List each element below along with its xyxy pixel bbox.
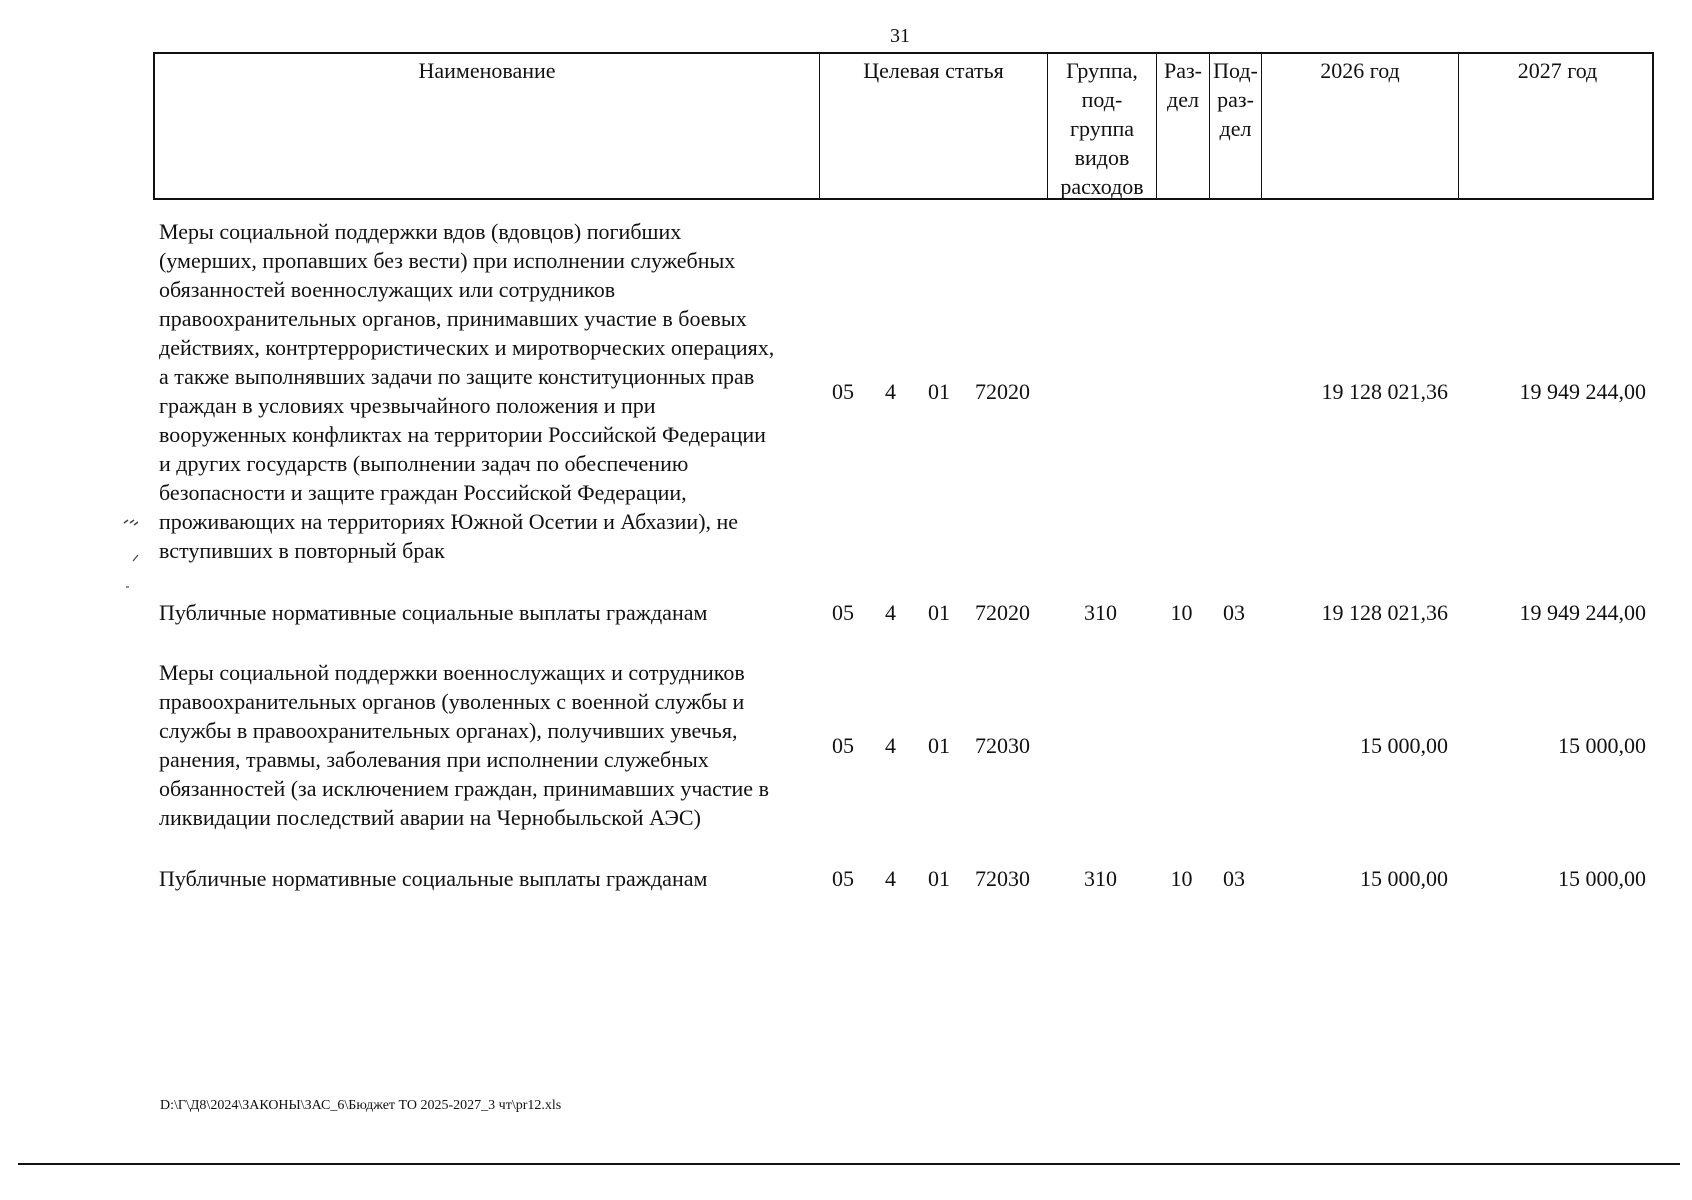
row-name-line: службы в правоохранительных органах), получивших увечья, [159, 718, 738, 743]
row-1-code-4: 72020 [975, 379, 1030, 404]
row-name-line: безопасности и защите граждан Российской Федерации, [159, 480, 687, 505]
header-podrazdel [1210, 54, 1262, 198]
row-name-line: правоохранительных органов, принимавших участие в боевых [159, 306, 747, 331]
scan-mark-icon [120, 515, 150, 595]
row-name-line: проживающих на территориях Южной Осетии и Абхазии), не [159, 509, 739, 534]
row-4-code-4: 72030 [975, 866, 1030, 891]
header-group-line: видов [1074, 145, 1130, 170]
header-group-line: группа [1069, 116, 1135, 141]
header-podrazdel-line: Под- [1213, 58, 1258, 83]
header-name-label: Наименование [418, 58, 556, 83]
row-name-line: действиях, контртеррористических и миротворческих операциях, [159, 335, 775, 360]
row-name-line: граждан в условиях чрезвычайного положения и при [159, 393, 656, 418]
row-2-amount-2026: 19 128 021,36 [1321, 600, 1448, 625]
row-3-code-2: 4 [885, 733, 896, 758]
row-2-podrazdel: 03 [1223, 600, 1245, 625]
bottom-rule [18, 1163, 1680, 1165]
row-3-code-4: 72030 [975, 733, 1030, 758]
row-2-code-2: 4 [885, 600, 896, 625]
row-3-code-1: 05 [832, 733, 854, 758]
row-name-line: обязанностей (за исключением граждан, принимавших участие в [159, 776, 769, 801]
row-name-line: ликвидации последствий аварии на Чернобыльской АЭС) [159, 805, 701, 830]
row-4-code-1: 05 [832, 866, 854, 891]
row-name-line: Меры социальной поддержки военнослужащих и сотрудников [159, 660, 745, 685]
row-name-line: (умерших, пропавших без вести) при исполнении служебных [159, 248, 736, 273]
row-4-name [159, 864, 824, 893]
header-group [1048, 54, 1157, 198]
row-2-amount-2027: 19 949 244,00 [1519, 600, 1646, 625]
header-target-article [820, 54, 1048, 198]
page-number: 31 [890, 25, 910, 47]
header-year-2027-label: 2027 год [1517, 58, 1598, 83]
header-year-2026-label: 2026 год [1320, 58, 1400, 83]
row-name-line: вступивших в повторный брак [159, 538, 445, 563]
row-2-code-3: 01 [928, 600, 950, 625]
row-2-group: 310 [1084, 600, 1117, 625]
header-razdel-line: дел [1167, 87, 1199, 112]
row-name-line: Публичные нормативные социальные выплаты гражданам [159, 600, 708, 625]
row-4-razdel: 10 [1170, 866, 1193, 891]
header-year-2026 [1262, 54, 1459, 198]
row-2-code-4: 72020 [975, 600, 1030, 625]
row-name-line: Меры социальной поддержки вдов (вдовцов) погибших [159, 219, 682, 244]
header-podrazdel-line: раз- [1217, 87, 1254, 112]
row-3-code-3: 01 [928, 733, 950, 758]
row-4-code-3: 01 [928, 866, 950, 891]
header-razdel [1157, 54, 1210, 198]
row-name-line: ранения, травмы, заболевания при исполнении служебных [159, 747, 709, 772]
header-target-article-label: Целевая статья [863, 58, 1004, 83]
header-podrazdel-line: дел [1219, 116, 1252, 141]
row-4-code-2: 4 [885, 866, 896, 891]
row-4-group: 310 [1084, 866, 1117, 891]
row-name-line: а также выполнявших задачи по защите конституционных прав [159, 364, 755, 389]
row-3-amount-2026: 15 000,00 [1360, 733, 1448, 758]
header-name [155, 54, 820, 198]
row-name-line: и других государств (выполнении задач по обеспечению [159, 451, 689, 476]
row-1-code-2: 4 [885, 379, 896, 404]
row-4-amount-2027: 15 000,00 [1558, 866, 1646, 891]
header-group-line: расходов [1060, 174, 1144, 199]
footer-file-path: D:\Г\Д8\2024\ЗАКОНЫ\ЗАС_6\Бюджет ТО 2025-2027_3 чт\pr12.xls [160, 1098, 562, 1113]
table-header [153, 52, 1654, 200]
row-3-name [159, 658, 824, 832]
header-year-2027 [1459, 54, 1656, 198]
row-4-podrazdel: 03 [1223, 866, 1245, 891]
row-2-name [159, 598, 824, 627]
row-name-line: Публичные нормативные социальные выплаты гражданам [159, 866, 708, 891]
row-1-amount-2026: 19 128 021,36 [1321, 379, 1448, 404]
header-group-line: Группа, [1066, 58, 1138, 83]
header-razdel-line: Раз- [1163, 58, 1203, 83]
row-1-name [159, 217, 824, 565]
row-1-code-1: 05 [832, 379, 854, 404]
row-4-amount-2026: 15 000,00 [1360, 866, 1448, 891]
row-name-line: вооруженных конфликтах на территории Российской Федерации [159, 422, 766, 447]
header-group-line: под- [1081, 87, 1123, 112]
row-1-amount-2027: 19 949 244,00 [1519, 379, 1646, 404]
row-2-code-1: 05 [832, 600, 854, 625]
row-1-code-3: 01 [928, 379, 950, 404]
row-name-line: правоохранительных органов (уволенных с военной службы и [159, 689, 745, 714]
row-name-line: обязанностей военнослужащих или сотрудников [159, 277, 616, 302]
row-3-amount-2027: 15 000,00 [1558, 733, 1646, 758]
row-2-razdel: 10 [1170, 600, 1193, 625]
